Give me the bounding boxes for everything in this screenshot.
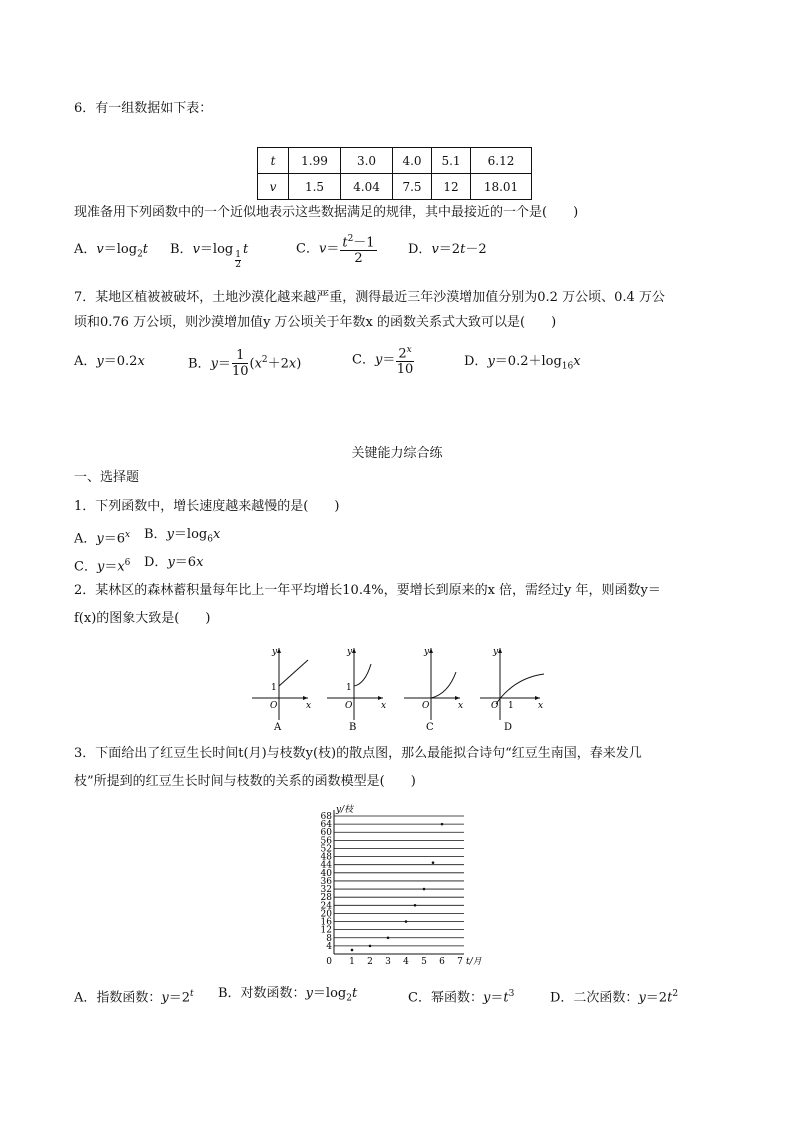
scatter-chart (310, 804, 490, 970)
x-tick-label: 1 (349, 957, 355, 967)
table-cell: 4.04 (341, 174, 393, 200)
graph-d (480, 647, 544, 733)
q7-option-a: A．y＝0.2x (74, 354, 145, 369)
graph-mark: 1 (346, 683, 352, 693)
graph-origin: O (345, 701, 353, 711)
s1-question: 1．下列函数中，增长速度越来越慢的是( ) (74, 499, 340, 514)
table-row (258, 174, 532, 200)
table-cell: 1.5 (289, 174, 341, 200)
table-row (258, 148, 532, 174)
s1-option-b: B．$y=\log_6x$ (144, 527, 221, 545)
graph-b (327, 647, 386, 733)
x-tick-label: 3 (385, 957, 391, 967)
y-tick-label: 36 (320, 876, 332, 887)
graph-origin: O (422, 701, 430, 711)
origin-label: 0 (326, 957, 332, 967)
q6-option-c: C．v＝ $\frac{t^2-1}{2}$ (296, 234, 375, 267)
scatter-point (369, 945, 372, 948)
y-tick-label: 40 (320, 868, 332, 879)
y-tick-label: 60 (320, 828, 332, 839)
y-tick-label: 8 (326, 933, 332, 944)
q6-question: 现准备用下列函数中的一个近似地表示这些数据满足的规律，其中最接近的一个是( ) (74, 205, 579, 220)
s3-option-d: D．二次函数：$y=2t^2$ (550, 989, 679, 1006)
s3-option-b: B．对数函数：$y=\log_2t$ (218, 986, 358, 1004)
graph-axis-label: x (306, 701, 312, 711)
table-cell: 18.01 (471, 174, 532, 200)
scatter-point (351, 949, 354, 952)
table-cell: 3.0 (341, 148, 393, 174)
q7-option-d: D．$y=0.2+\log_{16}x$ (464, 354, 581, 372)
table-head-cell: v (258, 174, 289, 200)
section-title: 关键能力综合练 (351, 446, 443, 461)
data-table (257, 147, 532, 200)
y-tick-label: 20 (320, 909, 332, 920)
y-tick-label: 64 (320, 820, 332, 831)
y-tick-label: 32 (320, 885, 332, 896)
graph-curve (431, 672, 456, 698)
y-tick-label: 28 (320, 893, 332, 904)
q7-option-b: B．y＝ $\frac{1}{10}$ $(x^2+2x)$ (188, 348, 302, 380)
scatter-point (414, 904, 417, 907)
x-axis-label: t/月 (466, 957, 482, 967)
graph-letter: D (504, 722, 513, 733)
graph-axis-label: x (381, 701, 387, 711)
graph-mark: 1 (271, 683, 277, 693)
y-tick-label: 52 (320, 844, 332, 855)
table-cell: 6.12 (471, 148, 532, 174)
y-tick-label: 44 (320, 860, 332, 871)
graph-axis-label: y (424, 647, 430, 657)
graph-c (404, 647, 463, 733)
x-tick-label: 5 (421, 957, 427, 967)
table-head-cell: t (258, 148, 289, 174)
graph-a (252, 647, 311, 733)
graph-origin: O (270, 701, 278, 711)
graph-letter: B (349, 722, 357, 733)
s1-option-c: C．$y=x^6$ (74, 558, 131, 575)
graph-axis-label: x (458, 701, 464, 711)
q6-stem: 6．有一组数据如下表： (74, 101, 213, 116)
q7-line-2: 顷和0.76 万公顷，则沙漠增加值y 万公顷关于年数x 的函数关系式大致可以是( ) (74, 315, 557, 330)
y-tick-label: 24 (320, 901, 332, 912)
s3-line-2: 枝”所提到的红豆生长时间与枝数的关系的函数模型是( ) (74, 774, 416, 789)
y-tick-label: 12 (320, 925, 332, 936)
scatter-point (387, 936, 390, 939)
table-cell: 5.1 (432, 148, 471, 174)
x-tick-label: 6 (439, 957, 445, 967)
scatter-point (405, 920, 408, 923)
section-subtitle: 一、选择题 (74, 470, 140, 485)
x-tick-label: 4 (403, 957, 409, 967)
y-axis-label: y/枝 (336, 805, 354, 815)
s1-option-d: D．y＝6x (144, 555, 204, 570)
s3-line-1: 3．下面给出了红豆生长时间t(月)与枝数y(枝)的散点图，那么最能拟合诗句“红豆生南国，春来发几 (74, 746, 642, 761)
q6-option-d: D．v＝2t－2 (408, 242, 487, 257)
graph-axis-label: x (538, 701, 544, 711)
scatter-point (423, 888, 426, 891)
table-cell: 12 (432, 174, 471, 200)
y-tick-label: 56 (320, 836, 332, 847)
y-tick-label: 4 (326, 941, 332, 952)
s2-line-1: 2．某林区的森林蓄积量每年比上一年平均增长10.4%，要增长到原来的x 倍，需经过y 年，则函数y＝ (74, 583, 661, 598)
x-tick-label: 2 (367, 957, 373, 967)
s3-option-c: C．幂函数：$y=t^3$ (408, 989, 515, 1006)
y-tick-label: 48 (320, 852, 332, 863)
graph-axis-label: y (493, 647, 499, 657)
q6-option-a: A．$v=\log_2t$ (74, 242, 149, 260)
graph-curve (279, 660, 308, 686)
q6-option-b: B．v＝log $\frac{1}{2}$ t (170, 242, 249, 270)
scatter-point (441, 823, 444, 826)
graph-axis-label: y (347, 647, 353, 657)
y-tick-label: 68 (320, 812, 332, 822)
graph-curve (354, 664, 371, 686)
s2-graphs (250, 642, 550, 734)
q7-line-1: 7．某地区植被被破坏，土地沙漠化越来越严重，测得最近三年沙漠增加值分别为0.2 万公顷、0.4 万公 (74, 290, 665, 305)
table-cell: 4.0 (393, 148, 432, 174)
graph-origin: O (491, 701, 499, 711)
scatter-point (432, 861, 435, 864)
q7-option-c: C．y＝ $\frac{2^x}{10}$ (352, 345, 414, 378)
table-cell: 1.99 (289, 148, 341, 174)
y-tick-label: 16 (320, 917, 332, 928)
x-tick-label: 7 (457, 957, 463, 967)
s2-line-2: f(x)的图象大致是( ) (74, 611, 211, 626)
graph-axis-label: y (272, 647, 278, 657)
graph-letter: C (426, 722, 434, 733)
graph-curve (496, 674, 544, 704)
graph-mark: 1 (508, 701, 514, 711)
s1-option-a: A．$y=6^x$ (74, 530, 131, 547)
graph-letter: A (274, 722, 282, 733)
s3-option-a: A．指数函数：$y=2^t$ (74, 989, 194, 1006)
table-cell: 7.5 (393, 174, 432, 200)
